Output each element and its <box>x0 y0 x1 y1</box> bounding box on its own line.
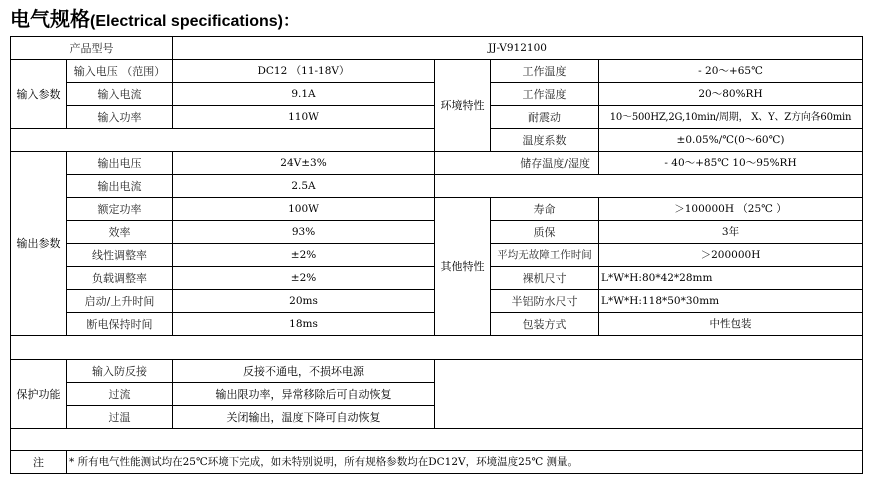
table-row <box>11 175 863 198</box>
operating-humidity-label: 工作湿度 <box>491 83 599 106</box>
packaging-label: 包装方式 <box>491 313 599 336</box>
waterproof-size-value: L*W*H:118*50*30mm <box>599 290 863 313</box>
table-row <box>11 360 863 383</box>
vibration-label: 耐震动 <box>491 106 599 129</box>
line-regulation-value: ±2% <box>173 244 435 267</box>
blank-cell <box>435 360 863 429</box>
input-current-label: 输入电流 <box>67 83 173 106</box>
note-label: 注 <box>11 451 67 474</box>
output-group-label: 输出参数 <box>11 152 67 336</box>
model-value: JJ-V912100 <box>173 37 863 60</box>
environment-group-label: 环境特性 <box>435 60 491 152</box>
input-power-label: 输入功率 <box>67 106 173 129</box>
warranty-label: 质保 <box>491 221 599 244</box>
blank-cell <box>11 336 863 360</box>
packaging-value: 中性包装 <box>599 313 863 336</box>
input-voltage-value: DC12 （11-18V） <box>173 60 435 83</box>
overtemp-label: 过温 <box>67 406 173 429</box>
lifetime-label: 寿命 <box>491 198 599 221</box>
note-text: * 所有电气性能测试均在25℃环境下完成，如未特别说明，所有规格参数均在DC12V，环境温度25℃ 测量。 <box>67 451 863 474</box>
table-row-spacer <box>11 336 863 360</box>
holdup-time-value: 18ms <box>173 313 435 336</box>
input-power-value: 110W <box>173 106 435 129</box>
operating-temp-value: - 20～+65℃ <box>599 60 863 83</box>
model-label: 产品型号 <box>11 37 173 60</box>
temp-coefficient-value: ±0.05%/℃(0～60℃) <box>599 129 863 152</box>
table-row <box>11 152 863 175</box>
operating-temp-label: 工作温度 <box>491 60 599 83</box>
storage-label: 储存温度/湿度 <box>435 152 599 175</box>
input-group-label: 输入参数 <box>11 60 67 129</box>
rated-power-value: 100W <box>173 198 435 221</box>
table-row-spacer <box>11 429 863 451</box>
efficiency-value: 93% <box>173 221 435 244</box>
reverse-polarity-label: 输入防反接 <box>67 360 173 383</box>
title-chinese: 电气规格 <box>10 7 90 31</box>
spec-table <box>10 36 863 474</box>
efficiency-label: 效率 <box>67 221 173 244</box>
input-voltage-label: 输入电压 （范围） <box>67 60 173 83</box>
waterproof-size-label: 半铝防水尺寸 <box>491 290 599 313</box>
storage-value: - 40～+85℃ 10～95%RH <box>599 152 863 175</box>
rated-power-label: 额定功率 <box>67 198 173 221</box>
table-row <box>11 60 863 83</box>
blank-cell <box>11 129 435 152</box>
bare-size-label: 裸机尺寸 <box>491 267 599 290</box>
output-voltage-label: 输出电压 <box>67 152 173 175</box>
load-regulation-label: 负载调整率 <box>67 267 173 290</box>
vibration-value: 10～500HZ,2G,10min/周期， X、Y、Z方向各60min <box>599 106 863 129</box>
line-regulation-label: 线性调整率 <box>67 244 173 267</box>
protection-group-label: 保护功能 <box>11 360 67 429</box>
load-regulation-value: ±2% <box>173 267 435 290</box>
lifetime-value: ＞100000H （25℃ ） <box>599 198 863 221</box>
overtemp-value: 关闭输出，温度下降可自动恢复 <box>173 406 435 429</box>
overcurrent-label: 过流 <box>67 383 173 406</box>
other-group-label: 其他特性 <box>435 198 491 336</box>
startup-time-value: 20ms <box>173 290 435 313</box>
holdup-time-label: 断电保持时间 <box>67 313 173 336</box>
temp-coefficient-label: 温度系数 <box>491 129 599 152</box>
overcurrent-value: 输出限功率，异常移除后可自动恢复 <box>173 383 435 406</box>
warranty-value: 3年 <box>599 221 863 244</box>
table-row-note <box>11 451 863 474</box>
table-row <box>11 198 863 221</box>
blank-cell <box>435 175 863 198</box>
startup-time-label: 启动/上升时间 <box>67 290 173 313</box>
mtbf-value: ＞200000H <box>599 244 863 267</box>
blank-cell <box>11 429 863 451</box>
input-current-value: 9.1A <box>173 83 435 106</box>
reverse-polarity-value: 反接不通电，不损坏电源 <box>173 360 435 383</box>
page-title <box>10 4 299 34</box>
output-current-value: 2.5A <box>173 175 435 198</box>
output-current-label: 输出电流 <box>67 175 173 198</box>
table-row-model <box>11 37 863 60</box>
output-voltage-value: 24V±3% <box>173 152 435 175</box>
title-english: (Electrical specifications)： <box>90 13 299 30</box>
bare-size-value: L*W*H:80*42*28mm <box>599 267 863 290</box>
mtbf-label: 平均无故障工作时间 <box>491 244 599 267</box>
operating-humidity-value: 20～80%RH <box>599 83 863 106</box>
